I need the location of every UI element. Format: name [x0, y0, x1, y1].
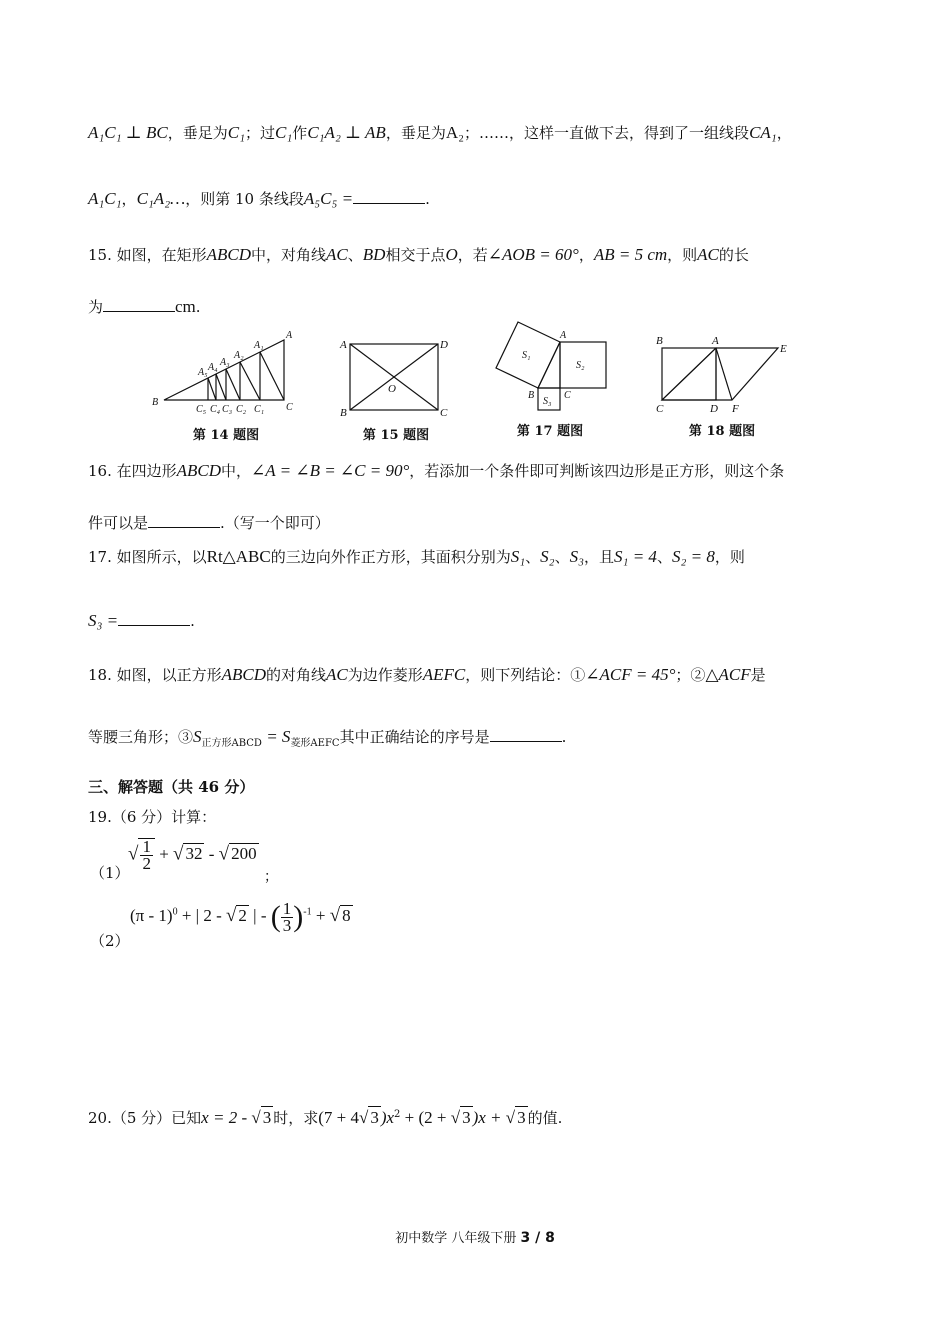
text: 的值.	[527, 1109, 563, 1127]
math-expr: A₁C₁ ⊥ BC	[88, 123, 168, 142]
denominator: 3	[282, 915, 292, 935]
math-expr: AC	[326, 665, 348, 684]
text: .（写一个即可）	[220, 514, 330, 532]
label-O: O	[388, 383, 396, 395]
text: 15. 如图，在矩形	[88, 246, 207, 264]
sqrt-sign: √	[358, 1108, 369, 1127]
sqrt-sign: √	[173, 843, 184, 865]
paren-close: )	[293, 900, 304, 933]
text: 、	[347, 246, 363, 264]
radicand	[138, 838, 155, 872]
paren-open: (	[270, 900, 281, 933]
math-expr: S₁ = 4	[614, 547, 657, 566]
footer-text: 初中数学 八年级下册	[395, 1231, 517, 1246]
radicand: 8	[342, 905, 351, 925]
label-S2: S₂	[576, 360, 585, 371]
label-E: E	[780, 343, 787, 355]
text: .	[561, 728, 567, 746]
label-A: A	[340, 339, 347, 351]
math-expr: O	[445, 245, 458, 264]
q15-line-2	[88, 296, 870, 318]
exponent: -1	[303, 906, 312, 918]
text: 17. 如图所示，以	[88, 548, 207, 566]
figure-18-caption: 第 18 题图	[688, 424, 756, 439]
page-number: 3 / 8	[520, 1230, 555, 1246]
figure-18	[652, 332, 802, 422]
fraction	[140, 839, 153, 872]
label-C2: C₂	[236, 404, 247, 415]
math-expr: AEFC	[422, 665, 466, 684]
label-A2: A₂	[234, 350, 244, 361]
text: 、	[656, 548, 672, 566]
text: ；……，这样一直做下去，得到了一组线段	[464, 124, 750, 142]
math-expr: )x +	[472, 1108, 506, 1127]
math-expr: S₃ =	[88, 611, 119, 630]
figure-17	[492, 318, 622, 418]
label-C5: C₅	[196, 404, 207, 415]
text: 为	[88, 298, 104, 316]
label-C: C	[286, 402, 293, 413]
math-expr: A₁C₁	[88, 189, 122, 208]
q19-head: 19.（6 分）计算：	[88, 808, 217, 826]
section-3-title: 三、解答题（共 46 分）	[88, 778, 255, 796]
text: ，则下列结论：①	[465, 666, 586, 684]
answer-blank[interactable]	[353, 189, 425, 204]
answer-blank[interactable]	[490, 727, 562, 742]
label-C4: C₄	[210, 404, 221, 415]
math-expr: C₁	[275, 123, 293, 142]
text: 中，对角线	[251, 246, 327, 264]
text: .	[190, 612, 195, 630]
label-A3: A₃	[220, 357, 230, 368]
text: ，垂足为	[385, 124, 446, 142]
answer-blank[interactable]	[118, 611, 190, 626]
q19-part2-expr	[130, 900, 353, 934]
figure-15-diagram	[336, 334, 456, 424]
q18-line-2	[88, 726, 870, 755]
q20-line	[88, 1104, 870, 1129]
q17-line-2	[88, 610, 870, 632]
text: 作	[292, 124, 308, 142]
math-expr: ∠A = ∠B = ∠C = 90°	[251, 461, 410, 480]
math-expr: ∠ACF = 45°	[585, 665, 676, 684]
q17-line-1	[88, 546, 870, 568]
label-A: A	[286, 330, 293, 341]
numerator: 1	[282, 898, 292, 918]
label-C3: C₃	[222, 404, 233, 415]
q19-part1-end: ；	[264, 870, 278, 885]
math-expr: S₂ = 8	[671, 547, 715, 566]
figure-15	[336, 334, 456, 424]
sqrt-sign: √	[218, 843, 230, 865]
text: ，	[776, 124, 792, 142]
label-A1: A₁	[254, 340, 264, 351]
text: ，	[578, 246, 594, 264]
q19-part1-label: （1）	[90, 864, 130, 882]
math-expr: S₃	[569, 547, 585, 566]
label-D: D	[710, 403, 718, 415]
math-expr: A₂	[445, 123, 465, 142]
text: ，则	[667, 246, 698, 264]
numerator: 1	[142, 837, 151, 856]
label-S1: S₁	[522, 350, 531, 361]
figure-17-diagram	[492, 318, 622, 418]
q19-part1-expr	[128, 838, 259, 872]
q14-line-2	[88, 188, 870, 210]
answer-blank[interactable]	[148, 513, 220, 528]
math-expr: S₂	[540, 547, 555, 566]
label-B: B	[656, 335, 663, 347]
operator: -	[204, 844, 219, 864]
text: ，若添加一个条件即可判断该四边形是正方形，则这个条	[409, 462, 785, 480]
label-A: A	[560, 330, 567, 341]
label-S3: S₃	[543, 396, 552, 407]
text: 是	[750, 666, 766, 684]
math-expr: ∠AOB = 60°	[487, 245, 579, 264]
text: 、	[525, 548, 541, 566]
label-B: B	[528, 390, 535, 401]
radicand: 3	[462, 1108, 471, 1127]
math-expr: ABCD	[176, 461, 222, 480]
math-expr: CA₁	[749, 123, 777, 142]
term: (π - 1)	[130, 905, 173, 925]
math-expr: BD	[362, 245, 386, 264]
math-expr: C₁A₂…	[136, 189, 186, 208]
figure-15-caption: 第 15 题图	[362, 428, 430, 443]
label-D: D	[440, 339, 448, 351]
math-expr: )x	[380, 1108, 395, 1127]
math-expr: △ACF	[705, 665, 751, 684]
page-footer	[0, 1227, 950, 1246]
text: 为边作菱形	[347, 666, 423, 684]
text: ，则第 10 条线段	[185, 190, 304, 208]
text: .	[425, 190, 430, 208]
text: 、	[554, 548, 570, 566]
math-expr: C₁A₂ ⊥ AB	[307, 123, 386, 142]
operator: +	[311, 905, 330, 925]
math-expr: A₅C₅ =	[303, 189, 354, 208]
sqrt-sign: √	[225, 904, 237, 926]
operator: +	[154, 844, 174, 864]
text: .	[195, 298, 201, 316]
text: 等腰三角形；③	[88, 728, 194, 746]
math-expr: AB = 5 cm	[593, 245, 668, 264]
answer-blank[interactable]	[103, 297, 175, 312]
math-expr: S₁	[510, 547, 526, 566]
text: ；②	[675, 666, 706, 684]
figure-18-diagram	[652, 332, 802, 422]
math-expr: C₁	[227, 123, 246, 142]
figure-14-caption: 第 14 题图	[192, 428, 260, 443]
exponent: 0	[172, 906, 178, 918]
math-expr: = S	[261, 727, 291, 746]
text: 时，求	[273, 1109, 319, 1127]
math-expr: S	[193, 727, 202, 746]
text: ，垂足为	[167, 124, 228, 142]
text: 的对角线	[266, 666, 327, 684]
text: 的长	[718, 246, 749, 264]
unit: cm	[175, 297, 196, 316]
q19-part2-label: （2）	[90, 932, 130, 950]
fraction	[281, 898, 294, 935]
text: 其中正确结论的序号是	[339, 728, 490, 746]
math-expr: (7 + 4	[318, 1108, 359, 1127]
text: 的三边向外作正方形，其面积分别为	[270, 548, 511, 566]
label-C: C	[656, 403, 664, 415]
sqrt-sign: √	[329, 904, 341, 926]
math-expr: ABCD	[221, 665, 267, 684]
math-expr: x = 2 -	[201, 1108, 252, 1127]
radicand: 3	[370, 1108, 379, 1127]
exponent: 2	[394, 1109, 401, 1120]
text: 中，	[221, 462, 252, 480]
figure-14-diagram	[150, 328, 310, 418]
label-B: B	[340, 407, 347, 419]
text: 件可以是	[88, 514, 149, 532]
math-expr: ABCD	[206, 245, 252, 264]
q16-line-2	[88, 512, 870, 534]
q14-line-1	[88, 122, 870, 144]
label-A: A	[712, 335, 719, 347]
q18-line-1	[88, 664, 870, 686]
term: + | 2 -	[177, 905, 226, 925]
math-expr: + (2 +	[400, 1108, 451, 1127]
label-A5: A₅	[198, 367, 208, 378]
label-C1: C₁	[254, 404, 265, 415]
text: ；过	[245, 124, 276, 142]
text: ，	[121, 190, 137, 208]
math-expr: Rt△ABC	[206, 547, 271, 566]
label-C: C	[440, 407, 448, 419]
radicand: 2	[238, 905, 247, 925]
term: | -	[248, 905, 271, 925]
text: 18. 如图，以正方形	[88, 666, 222, 684]
radicand: 3	[517, 1108, 526, 1127]
text: ，且	[584, 548, 615, 566]
subscript: 正方形ABCD	[201, 738, 262, 749]
label-C: C	[564, 390, 571, 401]
sqrt-sign: √	[505, 1108, 516, 1127]
label-F: F	[732, 403, 739, 415]
q15-line-1	[88, 244, 870, 266]
figure-17-caption: 第 17 题图	[516, 424, 584, 439]
figure-14	[150, 328, 310, 418]
radicand: 200	[231, 844, 257, 864]
text: 20.（5 分）已知	[88, 1109, 202, 1127]
denominator: 2	[142, 854, 151, 873]
radicand: 32	[185, 844, 203, 864]
text: ，则	[714, 548, 745, 566]
math-expr: AC	[326, 245, 348, 264]
math-expr: AC	[697, 245, 719, 264]
subscript: 菱形AEFC	[290, 738, 340, 749]
q16-line-1	[88, 460, 870, 482]
label-A4: A₄	[208, 362, 218, 373]
radicand: 3	[262, 1108, 272, 1127]
sqrt-sign: √	[450, 1108, 461, 1127]
text: 16. 在四边形	[88, 462, 177, 480]
label-B: B	[152, 397, 159, 408]
sqrt-sign: √	[251, 1108, 261, 1127]
text: ，若	[457, 246, 488, 264]
text: 相交于点	[385, 246, 446, 264]
sqrt-sign: √	[128, 843, 139, 865]
